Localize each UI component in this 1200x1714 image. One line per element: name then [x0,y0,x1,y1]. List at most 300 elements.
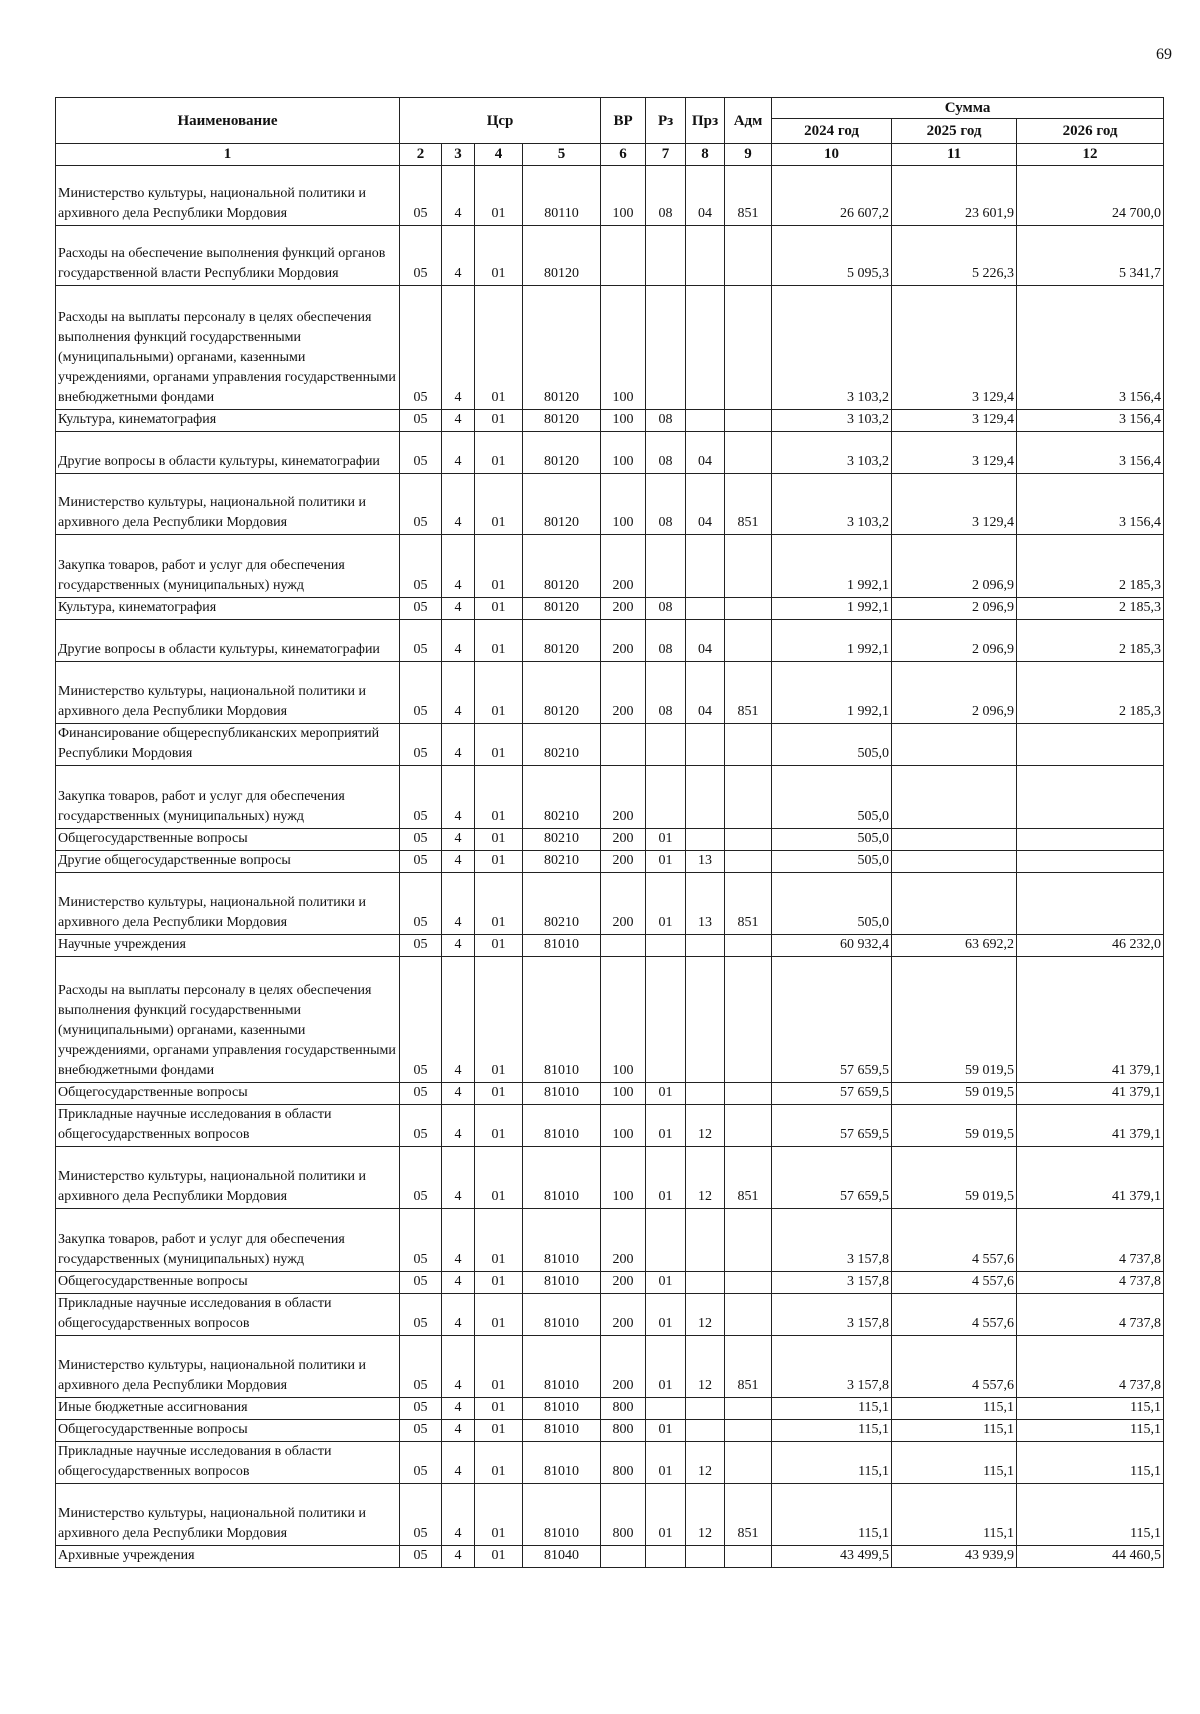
vr-code: 100 [601,166,646,226]
row-name: Финансирование общереспубликанских мероприятий Республики Мордовия [56,724,400,766]
csr-part-1: 05 [400,286,442,410]
csr-part-2: 4 [442,829,475,851]
prz-code [686,1209,725,1272]
sum-2026: 2 185,3 [1017,620,1164,662]
csr-part-2: 4 [442,1209,475,1272]
row-name: Общегосударственные вопросы [56,829,400,851]
adm-code [725,432,772,474]
sum-2024: 26 607,2 [772,166,892,226]
csr-part-3: 01 [475,474,523,535]
row-name: Закупка товаров, работ и услуг для обеспечения государственных (муниципальных) нужд [56,1209,400,1272]
sum-2024: 115,1 [772,1442,892,1484]
prz-code [686,766,725,829]
adm-code: 851 [725,873,772,935]
prz-code [686,598,725,620]
sum-2026: 2 185,3 [1017,535,1164,598]
header-sum: Сумма [772,98,1164,119]
prz-code: 12 [686,1442,725,1484]
sum-2024: 57 659,5 [772,1105,892,1147]
csr-part-4: 81010 [523,1336,601,1398]
csr-part-3: 01 [475,662,523,724]
row-name: Иные бюджетные ассигнования [56,1398,400,1420]
prz-code: 04 [686,166,725,226]
csr-part-2: 4 [442,851,475,873]
adm-code [725,410,772,432]
csr-part-4: 81010 [523,1420,601,1442]
prz-code [686,829,725,851]
sum-2024: 57 659,5 [772,1147,892,1209]
csr-part-4: 81040 [523,1546,601,1568]
csr-part-1: 05 [400,1546,442,1568]
rz-code: 01 [646,1147,686,1209]
adm-code [725,1442,772,1484]
adm-code [725,1294,772,1336]
budget-table [55,97,1164,1568]
column-number: 5 [523,144,601,166]
sum-2025: 59 019,5 [892,1083,1017,1105]
prz-code [686,1546,725,1568]
csr-part-2: 4 [442,1105,475,1147]
csr-part-1: 05 [400,620,442,662]
column-number: 2 [400,144,442,166]
csr-part-2: 4 [442,620,475,662]
csr-part-3: 01 [475,1083,523,1105]
column-number: 3 [442,144,475,166]
table-row [56,873,1164,935]
csr-part-2: 4 [442,166,475,226]
csr-part-3: 01 [475,1442,523,1484]
sum-2025 [892,766,1017,829]
csr-part-3: 01 [475,410,523,432]
prz-code: 04 [686,620,725,662]
csr-part-1: 05 [400,1105,442,1147]
prz-code: 12 [686,1105,725,1147]
sum-2025: 4 557,6 [892,1294,1017,1336]
sum-2024: 115,1 [772,1484,892,1546]
table-row [56,724,1164,766]
header-rz: Рз [646,98,686,144]
vr-code: 800 [601,1398,646,1420]
csr-part-1: 05 [400,1083,442,1105]
csr-part-2: 4 [442,1484,475,1546]
csr-part-1: 05 [400,1420,442,1442]
rz-code: 01 [646,873,686,935]
rz-code: 08 [646,474,686,535]
csr-part-1: 05 [400,851,442,873]
csr-part-2: 4 [442,474,475,535]
row-name: Архивные учреждения [56,1546,400,1568]
column-number: 12 [1017,144,1164,166]
adm-code: 851 [725,1147,772,1209]
rz-code: 01 [646,1083,686,1105]
csr-part-4: 80210 [523,724,601,766]
csr-part-2: 4 [442,1147,475,1209]
sum-2024: 3 157,8 [772,1336,892,1398]
csr-part-4: 80120 [523,410,601,432]
rz-code: 01 [646,1272,686,1294]
rz-code: 01 [646,851,686,873]
sum-2024: 3 103,2 [772,286,892,410]
sum-2025: 59 019,5 [892,957,1017,1083]
row-name: Закупка товаров, работ и услуг для обеспечения государственных (муниципальных) нужд [56,766,400,829]
csr-part-1: 05 [400,1442,442,1484]
row-name: Общегосударственные вопросы [56,1420,400,1442]
prz-code: 12 [686,1484,725,1546]
page-number: 69 [1156,46,1172,63]
sum-2024: 1 992,1 [772,598,892,620]
csr-part-4: 80110 [523,166,601,226]
csr-part-1: 05 [400,1484,442,1546]
csr-part-1: 05 [400,766,442,829]
csr-part-1: 05 [400,957,442,1083]
sum-2024: 3 103,2 [772,410,892,432]
csr-part-2: 4 [442,226,475,286]
vr-code: 800 [601,1484,646,1546]
sum-2024: 3 157,8 [772,1272,892,1294]
adm-code: 851 [725,1336,772,1398]
sum-2024: 3 157,8 [772,1294,892,1336]
csr-part-1: 05 [400,598,442,620]
adm-code: 851 [725,166,772,226]
sum-2025: 5 226,3 [892,226,1017,286]
sum-2024: 43 499,5 [772,1546,892,1568]
csr-part-1: 05 [400,1294,442,1336]
adm-code [725,1083,772,1105]
sum-2025: 2 096,9 [892,662,1017,724]
csr-part-3: 01 [475,1398,523,1420]
table-row [56,1272,1164,1294]
rz-code [646,957,686,1083]
table-row [56,1336,1164,1398]
table-row [56,226,1164,286]
rz-code: 01 [646,1484,686,1546]
sum-2024: 60 932,4 [772,935,892,957]
csr-part-3: 01 [475,1336,523,1398]
sum-2024: 505,0 [772,829,892,851]
csr-part-4: 80210 [523,851,601,873]
sum-2026 [1017,851,1164,873]
vr-code: 100 [601,1147,646,1209]
adm-code: 851 [725,662,772,724]
sum-2024: 5 095,3 [772,226,892,286]
sum-2026: 46 232,0 [1017,935,1164,957]
prz-code [686,535,725,598]
table-row [56,935,1164,957]
csr-part-1: 05 [400,432,442,474]
adm-code [725,724,772,766]
sum-2025 [892,851,1017,873]
csr-part-3: 01 [475,1546,523,1568]
vr-code [601,724,646,766]
row-name: Другие общегосударственные вопросы [56,851,400,873]
sum-2026 [1017,766,1164,829]
sum-2024: 115,1 [772,1420,892,1442]
csr-part-3: 01 [475,1272,523,1294]
row-name: Научные учреждения [56,935,400,957]
adm-code [725,1272,772,1294]
csr-part-2: 4 [442,1420,475,1442]
row-name: Культура, кинематография [56,598,400,620]
table-row [56,851,1164,873]
header-year-2025: 2025 год [892,119,1017,144]
adm-code: 851 [725,474,772,535]
sum-2025: 3 129,4 [892,286,1017,410]
sum-2025: 43 939,9 [892,1546,1017,1568]
row-name: Министерство культуры, национальной политики и архивного дела Республики Мордовия [56,1336,400,1398]
adm-code [725,286,772,410]
csr-part-4: 81010 [523,1083,601,1105]
table-row [56,766,1164,829]
csr-part-2: 4 [442,432,475,474]
sum-2025: 2 096,9 [892,535,1017,598]
adm-code [725,851,772,873]
rz-code: 08 [646,432,686,474]
vr-code: 200 [601,598,646,620]
column-number: 4 [475,144,523,166]
sum-2025: 3 129,4 [892,474,1017,535]
rz-code: 08 [646,620,686,662]
sum-2024: 57 659,5 [772,957,892,1083]
csr-part-1: 05 [400,662,442,724]
csr-part-3: 01 [475,166,523,226]
vr-code: 800 [601,1420,646,1442]
sum-2025: 23 601,9 [892,166,1017,226]
adm-code [725,829,772,851]
row-name: Министерство культуры, национальной политики и архивного дела Республики Мордовия [56,662,400,724]
csr-part-2: 4 [442,957,475,1083]
row-name: Закупка товаров, работ и услуг для обеспечения государственных (муниципальных) нужд [56,535,400,598]
vr-code: 100 [601,410,646,432]
csr-part-3: 01 [475,766,523,829]
csr-part-4: 80120 [523,474,601,535]
csr-part-4: 80120 [523,432,601,474]
sum-2025: 4 557,6 [892,1272,1017,1294]
table-row [56,1209,1164,1272]
csr-part-2: 4 [442,1546,475,1568]
csr-part-3: 01 [475,851,523,873]
csr-part-4: 80210 [523,873,601,935]
vr-code: 200 [601,1272,646,1294]
prz-code: 13 [686,851,725,873]
prz-code: 04 [686,474,725,535]
prz-code [686,1398,725,1420]
csr-part-3: 01 [475,598,523,620]
sum-2025: 4 557,6 [892,1209,1017,1272]
vr-code [601,1546,646,1568]
sum-2024: 1 992,1 [772,620,892,662]
csr-part-2: 4 [442,1272,475,1294]
column-number: 10 [772,144,892,166]
header-csr: Цср [400,98,601,144]
csr-part-4: 81010 [523,1484,601,1546]
row-name: Общегосударственные вопросы [56,1272,400,1294]
sum-2026: 44 460,5 [1017,1546,1164,1568]
prz-code [686,1420,725,1442]
rz-code: 08 [646,166,686,226]
sum-2026: 5 341,7 [1017,226,1164,286]
csr-part-1: 05 [400,873,442,935]
csr-part-1: 05 [400,1272,442,1294]
column-number: 6 [601,144,646,166]
csr-part-4: 81010 [523,1442,601,1484]
adm-code [725,1420,772,1442]
header-year-2026: 2026 год [1017,119,1164,144]
csr-part-1: 05 [400,935,442,957]
sum-2025: 115,1 [892,1442,1017,1484]
rz-code: 01 [646,1294,686,1336]
table-row [56,432,1164,474]
table-row [56,1105,1164,1147]
rz-code: 01 [646,1105,686,1147]
vr-code: 100 [601,1083,646,1105]
sum-2024: 57 659,5 [772,1083,892,1105]
vr-code: 200 [601,829,646,851]
vr-code: 200 [601,851,646,873]
csr-part-1: 05 [400,829,442,851]
vr-code: 100 [601,474,646,535]
adm-code: 851 [725,1484,772,1546]
sum-2025 [892,724,1017,766]
header-name: Наименование [56,98,400,144]
csr-part-2: 4 [442,1294,475,1336]
csr-part-4: 80120 [523,286,601,410]
prz-code [686,410,725,432]
csr-part-4: 81010 [523,1105,601,1147]
rz-code: 01 [646,1336,686,1398]
csr-part-2: 4 [442,935,475,957]
row-name: Министерство культуры, национальной политики и архивного дела Республики Мордовия [56,166,400,226]
adm-code [725,1398,772,1420]
csr-part-1: 05 [400,1147,442,1209]
csr-part-3: 01 [475,620,523,662]
csr-part-4: 81010 [523,1272,601,1294]
rz-code [646,286,686,410]
sum-2026: 4 737,8 [1017,1336,1164,1398]
table-row [56,1147,1164,1209]
csr-part-3: 01 [475,1294,523,1336]
prz-code: 12 [686,1147,725,1209]
csr-part-2: 4 [442,766,475,829]
prz-code: 13 [686,873,725,935]
row-name: Министерство культуры, национальной политики и архивного дела Республики Мордовия [56,1484,400,1546]
prz-code: 04 [686,662,725,724]
sum-2026 [1017,829,1164,851]
csr-part-3: 01 [475,1105,523,1147]
sum-2026: 41 379,1 [1017,1147,1164,1209]
table-row [56,1083,1164,1105]
adm-code [725,1105,772,1147]
header-adm: Адм [725,98,772,144]
vr-code: 200 [601,873,646,935]
sum-2026 [1017,873,1164,935]
prz-code [686,957,725,1083]
sum-2025: 59 019,5 [892,1147,1017,1209]
csr-part-4: 81010 [523,1294,601,1336]
vr-code: 100 [601,432,646,474]
prz-code [686,226,725,286]
table-row [56,829,1164,851]
vr-code: 200 [601,1294,646,1336]
row-name: Расходы на выплаты персоналу в целях обеспечения выполнения функций государственными (муниципальными) органами, казенными учреждениями, органами управления государственными внебюджетными фондами [56,957,400,1083]
header-row-top [56,98,1164,119]
csr-part-1: 05 [400,1336,442,1398]
row-name: Министерство культуры, национальной политики и архивного дела Республики Мордовия [56,873,400,935]
table-row [56,474,1164,535]
table-row [56,286,1164,410]
row-name: Общегосударственные вопросы [56,1083,400,1105]
sum-2025: 115,1 [892,1484,1017,1546]
csr-part-1: 05 [400,474,442,535]
vr-code: 100 [601,1105,646,1147]
csr-part-2: 4 [442,662,475,724]
csr-part-3: 01 [475,935,523,957]
vr-code: 800 [601,1442,646,1484]
vr-code: 200 [601,1209,646,1272]
sum-2026: 4 737,8 [1017,1294,1164,1336]
table-row [56,410,1164,432]
prz-code: 12 [686,1294,725,1336]
adm-code [725,620,772,662]
csr-part-2: 4 [442,598,475,620]
header-prz: Прз [686,98,725,144]
rz-code [646,226,686,286]
table-row [56,620,1164,662]
rz-code: 08 [646,598,686,620]
sum-2026: 115,1 [1017,1420,1164,1442]
csr-part-2: 4 [442,873,475,935]
adm-code [725,1546,772,1568]
csr-part-2: 4 [442,724,475,766]
csr-part-3: 01 [475,1484,523,1546]
rz-code [646,1398,686,1420]
csr-part-1: 05 [400,226,442,286]
table-row [56,662,1164,724]
csr-part-4: 81010 [523,1398,601,1420]
csr-part-1: 05 [400,724,442,766]
csr-part-4: 81010 [523,1147,601,1209]
prz-code: 12 [686,1336,725,1398]
sum-2026: 2 185,3 [1017,662,1164,724]
sum-2026: 4 737,8 [1017,1209,1164,1272]
sum-2024: 505,0 [772,724,892,766]
table-body [56,166,1164,1568]
sum-2025: 115,1 [892,1420,1017,1442]
sum-2026: 41 379,1 [1017,957,1164,1083]
sum-2026 [1017,724,1164,766]
sum-2025: 63 692,2 [892,935,1017,957]
csr-part-1: 05 [400,166,442,226]
row-name: Другие вопросы в области культуры, кинематографии [56,620,400,662]
adm-code [725,226,772,286]
csr-part-4: 80120 [523,620,601,662]
sum-2025: 3 129,4 [892,432,1017,474]
header-year-2024: 2024 год [772,119,892,144]
sum-2026: 115,1 [1017,1484,1164,1546]
table-row [56,1546,1164,1568]
csr-part-3: 01 [475,1147,523,1209]
csr-part-3: 01 [475,226,523,286]
sum-2025: 4 557,6 [892,1336,1017,1398]
prz-code [686,286,725,410]
sum-2025 [892,873,1017,935]
csr-part-1: 05 [400,410,442,432]
csr-part-3: 01 [475,873,523,935]
row-name: Министерство культуры, национальной политики и архивного дела Республики Мордовия [56,1147,400,1209]
table-row [56,166,1164,226]
vr-code: 200 [601,535,646,598]
header-vr: ВР [601,98,646,144]
column-number: 7 [646,144,686,166]
